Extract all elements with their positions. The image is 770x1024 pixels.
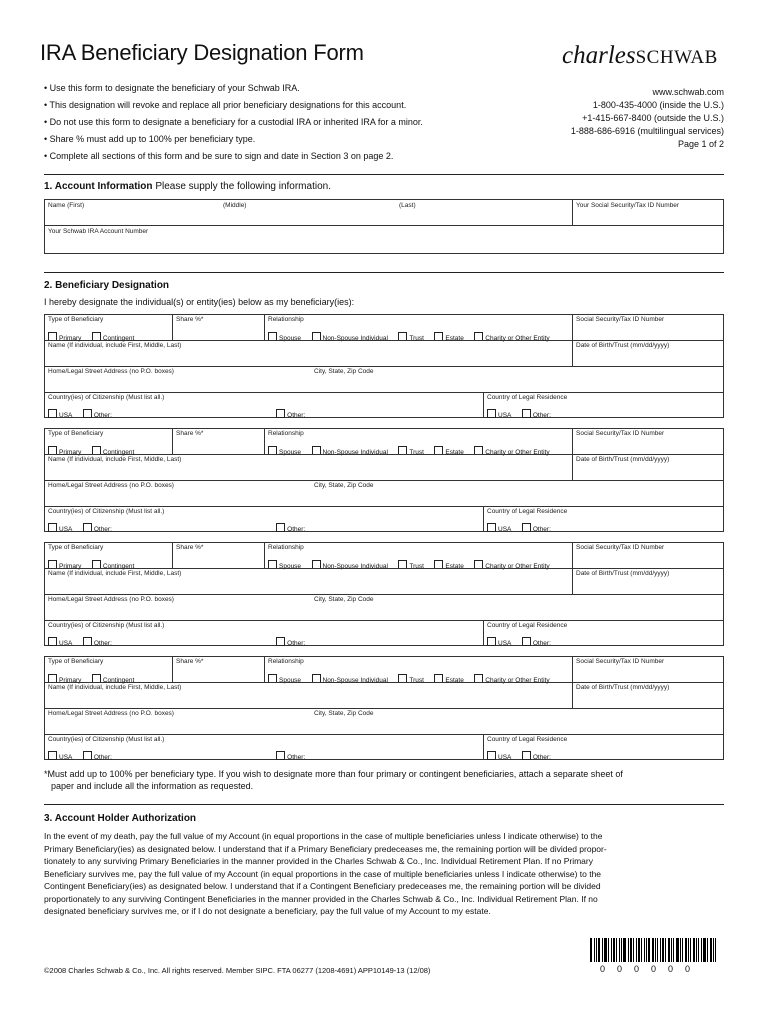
barcode-bar	[648, 938, 650, 962]
name-field[interactable]	[45, 200, 573, 226]
phone-multilingual: 1-888-686-6916 (multilingual services)	[570, 126, 724, 136]
section3-title: 3. Account Holder Authorization	[44, 813, 197, 824]
instruction-item: • This designation will revoke and replace all prior beneficiary designations for this account.	[44, 99, 534, 116]
residence-label: Country of Legal Residence	[487, 736, 568, 743]
citizenship-other-1[interactable]	[83, 751, 266, 761]
barcode-bar	[628, 938, 629, 962]
citizenship-label: Country(ies) of Citizenship (Must list all.)	[48, 508, 165, 515]
citizenship-usa-checkbox[interactable]	[48, 637, 57, 646]
barcode-bar	[680, 938, 681, 962]
type-label: Type of Beneficiary	[48, 316, 104, 323]
beneficiary-ssn-label: Social Security/Tax ID Number	[576, 658, 665, 665]
beneficiary-type-row	[44, 314, 724, 340]
residence-other[interactable]	[522, 409, 713, 419]
beneficiary-type-row	[44, 428, 724, 454]
barcode-bar	[598, 938, 600, 962]
citizenship-usa-checkbox[interactable]	[48, 751, 57, 760]
barcode-bar	[671, 938, 672, 962]
dob-field[interactable]	[573, 341, 723, 366]
citizenship-other-1[interactable]	[83, 409, 266, 419]
barcode-bar	[660, 938, 661, 962]
account-info-box	[44, 199, 724, 254]
barcode-bar	[623, 938, 626, 962]
authorization-line: proportionately to any surviving Contingent Beneficiaries in the manner provided in the Charles Schwab & Co., Inc. Individual Retirement Plan. If no	[44, 893, 598, 904]
residence-other-input[interactable]	[553, 639, 713, 646]
residence-label: Country of Legal Residence	[487, 394, 568, 401]
beneficiary-citizenship-row	[44, 392, 724, 418]
barcode-bar	[638, 938, 640, 962]
residence-usa-checkbox[interactable]	[487, 409, 496, 418]
citizenship-cell	[45, 393, 484, 417]
citizenship-other-1-input[interactable]	[114, 753, 266, 760]
address-field[interactable]	[45, 367, 723, 392]
usa-label: USA	[498, 526, 512, 533]
authorization-line: In the event of my death, pay the full value of my Account (in equal proportions in the case of multiple beneficiaries unless I indicate otherwise) to the	[44, 831, 603, 841]
account-number-field[interactable]	[45, 226, 723, 253]
type-cell	[45, 429, 173, 454]
logo-schwab: SCHWAB	[635, 47, 718, 68]
barcode-bar	[655, 938, 656, 962]
residence-cell	[484, 735, 723, 759]
beneficiary-name-label: Name (If individual, include First, Middle, Last)	[48, 456, 182, 463]
beneficiary-address-row	[44, 366, 724, 392]
dob-label: Date of Birth/Trust (mm/dd/yyyy)	[576, 456, 670, 463]
residence-other-checkbox[interactable]	[522, 751, 531, 760]
residence-label: Country of Legal Residence	[487, 508, 568, 515]
citizenship-options	[48, 518, 480, 536]
relationship-label: Relationship	[268, 316, 304, 323]
city-label: City, State, Zip Code	[314, 596, 374, 603]
ssn-field[interactable]	[573, 200, 724, 226]
spouse-label: Spouse	[279, 677, 302, 684]
primary-label: Primary	[59, 335, 82, 342]
relationship-label: Relationship	[268, 544, 304, 551]
barcode-bar	[682, 938, 683, 962]
non-spouse-label: Non-Spouse Individual	[322, 449, 388, 456]
barcode-bar	[646, 938, 647, 962]
citizenship-label: Country(ies) of Citizenship (Must list all.)	[48, 622, 165, 629]
dob-field[interactable]	[573, 683, 723, 708]
barcode-bar	[636, 938, 637, 962]
citizenship-other-1-input[interactable]	[114, 411, 266, 418]
footnote-line-2: paper and include all the information as requested.	[51, 781, 254, 791]
beneficiary-name-field[interactable]	[45, 683, 573, 708]
beneficiary-ssn-field[interactable]	[573, 315, 723, 340]
citizenship-other-2[interactable]	[276, 409, 469, 419]
residence-cell	[484, 507, 723, 531]
beneficiary-name-row	[44, 682, 724, 708]
barcode-bar	[621, 938, 622, 962]
share-field[interactable]	[173, 657, 265, 682]
other-label: Other:	[93, 412, 112, 419]
instruction-item: • Use this form to designate the beneficiary of your Schwab IRA.	[44, 82, 534, 99]
barcode-bar	[613, 938, 615, 962]
spouse-label: Spouse	[279, 449, 302, 456]
barcode-bar	[715, 938, 716, 962]
address-label: Home/Legal Street Address (no P.O. boxes)	[48, 710, 174, 717]
estate-label: Estate	[445, 335, 464, 342]
citizenship-other-1-checkbox[interactable]	[83, 409, 92, 418]
barcode-bar	[633, 938, 634, 962]
non-spouse-label: Non-Spouse Individual	[322, 677, 388, 684]
address-label: Home/Legal Street Address (no P.O. boxes)	[48, 368, 174, 375]
dob-label: Date of Birth/Trust (mm/dd/yyyy)	[576, 570, 670, 577]
authorization-line: tionately to any surviving Primary Beneficiaries in the manner provided in the Charles Schwab & Co., Inc. Individual Retirement Plan. If no Primary	[44, 856, 593, 866]
relationship-cell	[265, 315, 573, 340]
name-last-label: (Last)	[399, 202, 416, 209]
section3-rule	[44, 804, 724, 805]
usa-label: USA	[498, 640, 512, 647]
website-link[interactable]: www.schwab.com	[652, 87, 724, 97]
beneficiary-name-field[interactable]	[45, 569, 573, 594]
relationship-cell	[265, 657, 573, 682]
beneficiary-address-row	[44, 708, 724, 734]
contingent-label: Contingent	[102, 335, 135, 342]
charity-label: Charity or Other Entity	[485, 677, 550, 684]
name-first-label: Name (First)	[48, 202, 85, 209]
spouse-label: Spouse	[279, 335, 302, 342]
citizenship-other-2-input[interactable]	[307, 411, 469, 418]
residence-label: Country of Legal Residence	[487, 622, 568, 629]
beneficiary-name-field[interactable]	[45, 455, 573, 480]
ssn-label: Your Social Security/Tax ID Number	[576, 202, 680, 209]
citizenship-label: Country(ies) of Citizenship (Must list all.)	[48, 394, 165, 401]
share-footnote	[44, 768, 734, 792]
residence-usa-option[interactable]	[487, 751, 511, 761]
usa-label: USA	[59, 754, 73, 761]
primary-label: Primary	[59, 563, 82, 570]
barcode-bar	[668, 938, 670, 962]
citizenship-usa-checkbox[interactable]	[48, 523, 57, 532]
citizenship-other-2-input[interactable]	[307, 525, 469, 532]
citizenship-other-1-checkbox[interactable]	[83, 751, 92, 760]
other-label: Other:	[287, 412, 306, 419]
barcode-bar	[608, 938, 609, 962]
section2-title: 2. Beneficiary Designation	[44, 280, 170, 291]
non-spouse-label: Non-Spouse Individual	[322, 563, 388, 570]
beneficiary-ssn-label: Social Security/Tax ID Number	[576, 544, 665, 551]
residence-options	[487, 632, 719, 650]
instruction-item: • Share % must add up to 100% per beneficiary type.	[44, 133, 534, 150]
page-number: Page 1 of 2	[677, 139, 724, 149]
spouse-label: Spouse	[279, 563, 302, 570]
share-field[interactable]	[173, 543, 265, 568]
trust-label: Trust	[409, 563, 424, 570]
address-label: Home/Legal Street Address (no P.O. boxes)	[48, 596, 174, 603]
authorization-line: Beneficiary survives me, pay the full value of my Account (in equal proportions in the case of multiple beneficiaries unless I indicate otherwise) to the	[44, 868, 602, 879]
type-cell	[45, 543, 173, 568]
residence-options	[487, 518, 719, 536]
estate-label: Estate	[445, 449, 464, 456]
barcode-bar	[693, 938, 695, 962]
residence-usa-option[interactable]	[487, 523, 511, 533]
barcode-bar	[676, 938, 679, 962]
residence-usa-checkbox[interactable]	[487, 523, 496, 532]
section2-intro: I hereby designate the individual(s) or entity(ies) below as my beneficiary(ies):	[44, 297, 355, 307]
residence-other-checkbox[interactable]	[522, 523, 531, 532]
barcode-bar	[602, 938, 603, 962]
relationship-label: Relationship	[268, 658, 304, 665]
usa-label: USA	[59, 526, 73, 533]
section1-subtitle: Please supply the following information.	[155, 181, 331, 192]
dob-label: Date of Birth/Trust (mm/dd/yyyy)	[576, 342, 670, 349]
barcode-number: 000000	[600, 964, 703, 974]
barcode-bar	[696, 938, 697, 962]
trust-label: Trust	[409, 335, 424, 342]
contingent-label: Contingent	[102, 677, 135, 684]
section1-rule	[44, 174, 724, 175]
address-field[interactable]	[45, 595, 723, 620]
trust-label: Trust	[409, 677, 424, 684]
phone-intl: +1-415-667-8400 (outside the U.S.)	[582, 113, 724, 123]
residence-cell	[484, 393, 723, 417]
estate-label: Estate	[445, 677, 464, 684]
dob-field[interactable]	[573, 569, 723, 594]
beneficiary-citizenship-row	[44, 620, 724, 646]
barcode-bar	[611, 938, 612, 962]
city-label: City, State, Zip Code	[314, 482, 374, 489]
type-label: Type of Beneficiary	[48, 430, 104, 437]
authorization-line: Contingent Beneficiary(ies) as designated below. I understand that if a Contingent Beneficiary predeceases me, the remaining portion will be divided	[44, 881, 601, 891]
residence-options	[487, 404, 719, 422]
barcode-bar	[596, 938, 597, 962]
citizenship-other-1[interactable]	[83, 523, 266, 533]
beneficiary-address-row	[44, 480, 724, 506]
other-label: Other:	[287, 526, 306, 533]
citizenship-other-2[interactable]	[276, 637, 469, 647]
citizenship-usa-option[interactable]	[48, 751, 72, 761]
usa-label: USA	[59, 412, 73, 419]
barcode-bar	[703, 938, 706, 962]
citizenship-options	[48, 746, 480, 764]
share-label: Share %*	[176, 316, 204, 323]
instruction-item: • Do not use this form to designate a beneficiary for a custodial IRA or inherited IRA for a minor.	[44, 116, 534, 133]
beneficiary-name-row	[44, 340, 724, 366]
instruction-item: • Complete all sections of this form and be sure to sign and date in Section 3 on page 2.	[44, 150, 534, 167]
other-label: Other:	[287, 754, 306, 761]
residence-other[interactable]	[522, 523, 713, 533]
other-label: Other:	[287, 640, 306, 647]
residence-other-checkbox[interactable]	[522, 409, 531, 418]
citizenship-other-1-checkbox[interactable]	[83, 523, 92, 532]
share-label: Share %*	[176, 544, 204, 551]
beneficiary-ssn-field[interactable]	[573, 543, 723, 568]
residence-usa-option[interactable]	[487, 409, 511, 419]
barcode-bar	[707, 938, 708, 962]
beneficiary-ssn-label: Social Security/Tax ID Number	[576, 430, 665, 437]
barcode-bar	[685, 938, 687, 962]
beneficiary-name-label: Name (If individual, include First, Middle, Last)	[48, 342, 182, 349]
citizenship-cell	[45, 735, 484, 759]
beneficiary-address-row	[44, 594, 724, 620]
citizenship-usa-option[interactable]	[48, 523, 72, 533]
copyright: ©2008 Charles Schwab & Co., Inc. All rights reserved. Member SIPC. FTA 06277 (1208-4691) APP10149-13 (12/08)	[44, 966, 431, 975]
beneficiary-name-row	[44, 568, 724, 594]
other-label: Other:	[532, 754, 551, 761]
type-label: Type of Beneficiary	[48, 658, 104, 665]
city-label: City, State, Zip Code	[314, 368, 374, 375]
citizenship-other-2[interactable]	[276, 523, 469, 533]
barcode-bar	[644, 938, 645, 962]
barcode-bar	[713, 938, 714, 962]
type-cell	[45, 657, 173, 682]
barcode-bar	[690, 938, 691, 962]
relationship-cell	[265, 429, 573, 454]
charity-label: Charity or Other Entity	[485, 335, 550, 342]
residence-usa-option[interactable]	[487, 637, 511, 647]
city-label: City, State, Zip Code	[314, 710, 374, 717]
citizenship-cell	[45, 621, 484, 645]
relationship-label: Relationship	[268, 430, 304, 437]
barcode-bar	[616, 938, 617, 962]
citizenship-label: Country(ies) of Citizenship (Must list all.)	[48, 736, 165, 743]
citizenship-usa-checkbox[interactable]	[48, 409, 57, 418]
share-field[interactable]	[173, 429, 265, 454]
authorization-line: Primary Beneficiary(ies) as designated below. I understand that if a Primary Beneficiary predeceases me, the remaining portion will be divided propor-	[44, 843, 607, 854]
citizenship-options	[48, 404, 480, 422]
charity-label: Charity or Other Entity	[485, 563, 550, 570]
beneficiary-ssn-field[interactable]	[573, 657, 723, 682]
other-label: Other:	[93, 640, 112, 647]
estate-label: Estate	[445, 563, 464, 570]
usa-label: USA	[59, 640, 73, 647]
relationship-cell	[265, 543, 573, 568]
citizenship-other-2-checkbox[interactable]	[276, 751, 285, 760]
share-label: Share %*	[176, 658, 204, 665]
logo-charles: charles	[562, 42, 636, 69]
residence-options	[487, 746, 719, 764]
trust-label: Trust	[409, 449, 424, 456]
phone-us: 1-800-435-4000 (inside the U.S.)	[592, 100, 724, 110]
beneficiary-ssn-field[interactable]	[573, 429, 723, 454]
barcode-bar	[641, 938, 642, 962]
non-spouse-label: Non-Spouse Individual	[322, 335, 388, 342]
beneficiary-ssn-label: Social Security/Tax ID Number	[576, 316, 665, 323]
citizenship-cell	[45, 507, 484, 531]
barcode-bar	[710, 938, 712, 962]
barcode-bar	[630, 938, 632, 962]
citizenship-other-2-checkbox[interactable]	[276, 523, 285, 532]
usa-label: USA	[498, 754, 512, 761]
citizenship-other-1[interactable]	[83, 637, 266, 647]
contingent-label: Contingent	[102, 449, 135, 456]
dob-field[interactable]	[573, 455, 723, 480]
barcode-bar	[665, 938, 666, 962]
schwab-logo	[562, 42, 718, 70]
address-label: Home/Legal Street Address (no P.O. boxes)	[48, 482, 174, 489]
beneficiary-citizenship-row	[44, 734, 724, 760]
usa-label: USA	[498, 412, 512, 419]
other-label: Other:	[532, 526, 551, 533]
charity-label: Charity or Other Entity	[485, 449, 550, 456]
citizenship-other-2[interactable]	[276, 751, 469, 761]
contact-info	[571, 86, 724, 151]
contingent-label: Contingent	[102, 563, 135, 570]
citizenship-other-2-input[interactable]	[307, 639, 469, 646]
barcode-bar	[619, 938, 620, 962]
beneficiary-name-label: Name (If individual, include First, Middle, Last)	[48, 684, 182, 691]
citizenship-other-1-checkbox[interactable]	[83, 637, 92, 646]
address-field[interactable]	[45, 709, 723, 734]
other-label: Other:	[532, 412, 551, 419]
residence-other-checkbox[interactable]	[522, 637, 531, 646]
share-field[interactable]	[173, 315, 265, 340]
citizenship-other-1-input[interactable]	[114, 525, 266, 532]
barcode-bar	[701, 938, 702, 962]
residence-other-input[interactable]	[553, 525, 713, 532]
barcode-bar	[604, 938, 607, 962]
instructions-list	[44, 82, 534, 167]
barcode-bar	[652, 938, 655, 962]
residence-other[interactable]	[522, 751, 713, 761]
account-number-label: Your Schwab IRA Account Number	[48, 228, 149, 235]
authorization-text	[44, 830, 734, 918]
other-label: Other:	[93, 754, 112, 761]
footnote-line-1: *Must add up to 100% per beneficiary type. If you wish to designate more than four primary or contingent beneficiaries, attach a separate sheet of	[44, 769, 623, 779]
share-label: Share %*	[176, 430, 204, 437]
other-label: Other:	[532, 640, 551, 647]
residence-cell	[484, 621, 723, 645]
beneficiary-type-row	[44, 542, 724, 568]
barcode-bar	[657, 938, 658, 962]
residence-usa-checkbox[interactable]	[487, 751, 496, 760]
other-label: Other:	[93, 526, 112, 533]
beneficiary-name-row	[44, 454, 724, 480]
residence-other-input[interactable]	[553, 753, 713, 760]
authorization-line: designated beneficiary survives me, or if I do not designate a beneficiary, pay the full value of my Account to my estate.	[44, 906, 491, 916]
citizenship-other-2-input[interactable]	[307, 753, 469, 760]
type-cell	[45, 315, 173, 340]
citizenship-options	[48, 632, 480, 650]
dob-label: Date of Birth/Trust (mm/dd/yyyy)	[576, 684, 670, 691]
name-middle-label: (Middle)	[223, 202, 247, 209]
barcode	[590, 938, 718, 962]
form-title: IRA Beneficiary Designation Form	[40, 40, 364, 65]
beneficiary-type-row	[44, 656, 724, 682]
barcode-bar	[688, 938, 689, 962]
residence-other-input[interactable]	[553, 411, 713, 418]
residence-other[interactable]	[522, 637, 713, 647]
citizenship-other-2-checkbox[interactable]	[276, 409, 285, 418]
primary-label: Primary	[59, 449, 82, 456]
beneficiary-name-field[interactable]	[45, 341, 573, 366]
barcode-bar	[662, 938, 664, 962]
residence-usa-checkbox[interactable]	[487, 637, 496, 646]
citizenship-usa-option[interactable]	[48, 409, 72, 419]
barcode-bar	[594, 938, 595, 962]
citizenship-usa-option[interactable]	[48, 637, 72, 647]
beneficiary-citizenship-row	[44, 506, 724, 532]
citizenship-other-1-input[interactable]	[114, 639, 266, 646]
beneficiary-name-label: Name (If individual, include First, Middle, Last)	[48, 570, 182, 577]
address-field[interactable]	[45, 481, 723, 506]
section2-rule	[44, 272, 724, 273]
barcode-bar	[590, 938, 592, 962]
section1-heading	[44, 181, 331, 192]
barcode-bar	[673, 938, 674, 962]
citizenship-other-2-checkbox[interactable]	[276, 637, 285, 646]
barcode-bar	[698, 938, 699, 962]
section1-title: 1. Account Information	[44, 181, 153, 192]
type-label: Type of Beneficiary	[48, 544, 104, 551]
primary-label: Primary	[59, 677, 82, 684]
